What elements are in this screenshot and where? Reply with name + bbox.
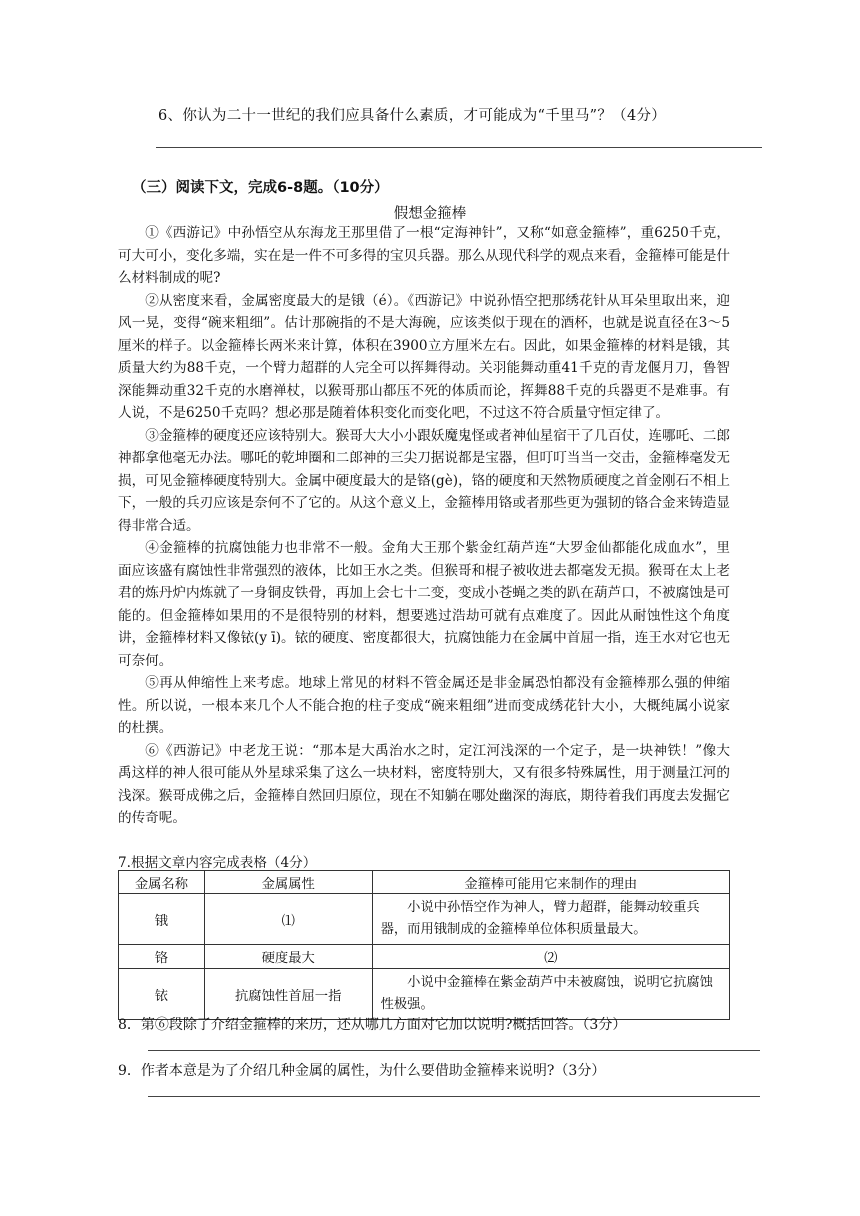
header-metal-name: 金属名称 [119, 871, 205, 894]
table-row [119, 969, 730, 1020]
header-metal-property: 金属属性 [204, 871, 372, 894]
header-reason: 金箍棒可能用它来制作的理由 [372, 871, 729, 894]
cell-metal-name: 锇 [119, 894, 205, 945]
section-header: （三）阅读下文，完成6-8题。（10分） [132, 180, 389, 196]
question-9: 9．作者本意是为了介绍几种金属的属性，为什么要借助金箍棒来说明?（3分） [118, 1063, 606, 1079]
question-8: 8．第⑥段除了介绍金箍棒的来历，还从哪几方面对它加以说明?概括回答。（3分） [118, 1017, 627, 1033]
cell-property: 抗腐蚀性首屈一指 [204, 969, 372, 1020]
paragraph-4: ④金箍棒的抗腐蚀能力也非常不一般。金角大王那个紫金红葫芦连“大罗金仙都能化成血水”，里面应该盛有腐蚀性非常强烈的液体，比如王水之类。但猴哥和棍子被收进去都毫发无损。猴哥在太上老君的炼丹炉内炼就了一身铜皮铁骨，再加上会七十二变，变成小苍蝇之类的趴在葫芦口，不被腐蚀是可能的。但金箍棒如果用的不是很特别的材料，想要逃过浩劫可就有点难度了。因此从耐蚀性这个角度讲，金箍棒材料又像铱(y ī)。铱的硬度、密度都很大，抗腐蚀能力在金属中首屈一指，连王水对它也无可奈何。 [118, 540, 730, 669]
paragraph-1: ①《西游记》中孙悟空从东海龙王那里借了一根“定海神针”，又称“如意金箍棒”，重6250千克，可大可小，变化多端，实在是一件不可多得的宝贝兵器。那么从现代科学的观点来看，金箍棒可能是什么材料制成的呢? [118, 225, 730, 286]
question-6: 6、你认为二十一世纪的我们应具备什么素质，才可能成为“千里马”？（4分） [158, 108, 667, 124]
cell-metal-name: 铱 [119, 969, 205, 1020]
table-row [119, 945, 730, 969]
reason-text: 小说中孙悟空作为神人，臂力超群，能舞动较重兵器，而用锇制成的金箍棒单位体积质量最大。 [380, 900, 700, 937]
article-title: 假想金箍棒 [393, 206, 467, 222]
article-body [118, 222, 730, 830]
cell-reason [372, 969, 729, 1020]
reason-text: 小说中金箍棒在紫金葫芦中未被腐蚀，说明它抗腐蚀性极强。 [380, 975, 713, 1012]
answer-line-8 [148, 1050, 760, 1051]
question-7: 7.根据文章内容完成表格（4分） [118, 855, 317, 871]
cell-metal-name: 铬 [119, 945, 205, 969]
table-header-row [119, 871, 730, 894]
cell-reason [372, 894, 729, 945]
table-row [119, 894, 730, 945]
metal-table [118, 870, 730, 1020]
cell-reason-blank-2: ⑵ [372, 945, 729, 969]
cell-property: 硬度最大 [204, 945, 372, 969]
paragraph-2: ②从密度来看，金属密度最大的是锇（é）。《西游记》中说孙悟空把那绣花针从耳朵里取出来，迎风一晃，变得“碗来粗细”。估计那碗指的不是大海碗，应该类似于现在的酒杯，也就是说直径在3～5厘米的样子。以金箍棒长两米来计算，体积在3900立方厘米左右。因此，如果金箍棒的材料是锇，其质量大约为88千克，一个臂力超群的人完全可以挥舞得动。关羽能舞动重41千克的青龙偃月刀，鲁智深能舞动重32千克的水磨禅杖，以猴哥那山都压不死的体质而论，挥舞88千克的兵器更不是难事。有人说，不是6250千克吗？想必那是随着体积变化而变化吧，不过这不符合质量守恒定律了。 [118, 292, 730, 421]
paragraph-3: ③金箍棒的硬度还应该特别大。猴哥大大小小跟妖魔鬼怪或者神仙星宿干了几百仗，连哪吒、二郎神都拿他毫无办法。哪吒的乾坤圈和二郎神的三尖刀据说都是宝器，但叮叮当当一交击，金箍棒毫发无损，可见金箍棒硬度特别大。金属中硬度最大的是铬(gè)，铬的硬度和天然物质硬度之首金刚石不相上下，一般的兵刃应该是奈何不了它的。从这个意义上，金箍棒用铬或者那些更为强韧的铬合金来铸造显得非常合适。 [118, 427, 730, 534]
paragraph-5: ⑤再从伸缩性上来考虑。地球上常见的材料不管金属还是非金属恐怕都没有金箍棒那么强的伸缩性。所以说，一根本来几个人不能合抱的柱子变成“碗来粗细”进而变成绣花针大小，大概纯属小说家的杜撰。 [118, 675, 730, 736]
answer-line-9 [148, 1096, 760, 1097]
answer-line-6 [156, 147, 762, 148]
cell-property-blank-1: ⑴ [204, 894, 372, 945]
paragraph-6: ⑥《西游记》中老龙王说：“那本是大禹治水之时，定江河浅深的一个定子，是一块神铁！”像大禹这样的神人很可能从外星球采集了这么一块材料，密度特别大，又有很多特殊属性，用于测量江河的浅深。猴哥成佛之后，金箍棒自然回归原位，现在不知躺在哪处幽深的海底，期待着我们再度去发掘它的传奇呢。 [118, 742, 730, 826]
